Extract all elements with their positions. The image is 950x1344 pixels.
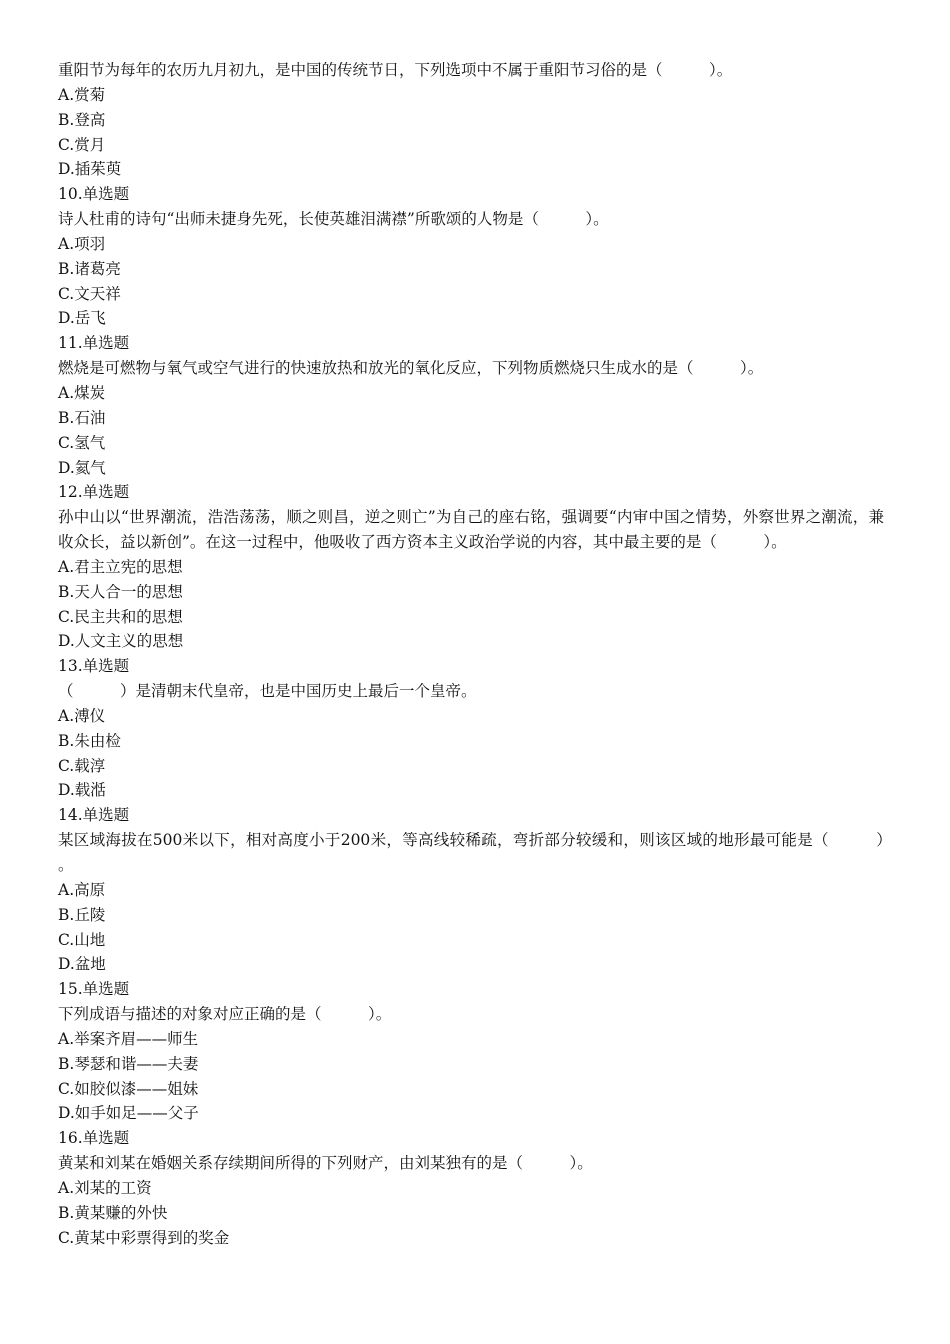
question-16-header: 16.单选题	[58, 1129, 130, 1148]
question-10-option-b: B.诸葛亮	[58, 259, 121, 278]
question-10-stem: 诗人杜甫的诗句“出师未捷身先死，长使英雄泪满襟”所歌颂的人物是（ ）。	[58, 210, 609, 229]
question-13-option-c: C.载淳	[58, 756, 106, 775]
question-9-option-d: D.插茱萸	[58, 160, 122, 179]
question-16-option-c: C.黄某中彩票得到的奖金	[58, 1228, 230, 1247]
question-14-header: 14.单选题	[58, 806, 130, 825]
question-10-option-a: A.项羽	[58, 234, 106, 253]
question-11-option-c: C.氢气	[58, 433, 106, 452]
question-9-option-c: C.赏月	[58, 135, 106, 154]
question-12-option-b: B.天人合一的思想	[58, 582, 183, 601]
question-12-option-a: A.君主立宪的思想	[58, 557, 183, 576]
question-16-stem: 黄某和刘某在婚姻关系存续期间所得的下列财产，由刘某独有的是（ ）。	[58, 1154, 593, 1173]
question-15-option-c: C.如胶似漆——姐妹	[58, 1079, 199, 1098]
question-14-option-c: C.山地	[58, 930, 106, 949]
question-list	[58, 58, 884, 1251]
question-12-option-d: D.人文主义的思想	[58, 632, 184, 651]
question-13-option-b: B.朱由检	[58, 731, 121, 750]
question-15-option-d: D.如手如足——父子	[58, 1104, 199, 1123]
question-10-header: 10.单选题	[58, 185, 130, 204]
question-9-option-a: A.赏菊	[58, 85, 106, 104]
question-11-stem: 燃烧是可燃物与氧气或空气进行的快速放热和放光的氧化反应，下列物质燃烧只生成水的是（ ）。	[58, 359, 764, 378]
question-16-option-b: B.黄某赚的外快	[58, 1203, 168, 1222]
question-15-option-b: B.琴瑟和谐——夫妻	[58, 1054, 199, 1073]
question-11-header: 11.单选题	[58, 334, 130, 353]
question-13-header: 13.单选题	[58, 657, 130, 676]
question-11-option-b: B.石油	[58, 408, 106, 427]
question-15-stem: 下列成语与描述的对象对应正确的是（ ）。	[58, 1005, 392, 1024]
question-14-option-b: B.丘陵	[58, 905, 106, 924]
question-13-stem: （ ）是清朝末代皇帝，也是中国历史上最后一个皇帝。	[58, 682, 477, 701]
question-14-option-a: A.高原	[58, 880, 106, 899]
question-9-option-b: B.登高	[58, 110, 106, 129]
question-11-option-d: D.氦气	[58, 458, 106, 477]
question-10-option-d: D.岳飞	[58, 309, 106, 328]
question-15-option-a: A.举案齐眉——师生	[58, 1029, 199, 1048]
question-11-option-a: A.煤炭	[58, 383, 106, 402]
question-14-option-d: D.盆地	[58, 955, 106, 974]
question-10-option-c: C.文天祥	[58, 284, 121, 303]
question-12-option-c: C.民主共和的思想	[58, 607, 183, 626]
question-15-header: 15.单选题	[58, 980, 130, 999]
question-14-stem: 某区域海拔在500米以下，相对高度小于200米，等高线较稀疏，弯折部分较缓和，则该区域的地形最可能是（ ）。	[58, 831, 884, 874]
question-13-option-d: D.载湉	[58, 781, 106, 800]
question-16-option-a: A.刘某的工资	[58, 1178, 152, 1197]
question-12-header: 12.单选题	[58, 483, 130, 502]
question-9-stem: 重阳节为每年的农历九月初九，是中国的传统节日，下列选项中不属于重阳节习俗的是（ ）。	[58, 61, 733, 79]
question-13-option-a: A.溥仪	[58, 706, 106, 725]
question-12-stem: 孙中山以“世界潮流，浩浩荡荡，顺之则昌，逆之则亡”为自己的座右铭，强调要“内审中国之情势，外察世界之潮流，兼收众长，益以新创”。在这一过程中，他吸收了西方资本主义政治学说的内容，其中最主要的是（ ）。	[58, 508, 884, 552]
